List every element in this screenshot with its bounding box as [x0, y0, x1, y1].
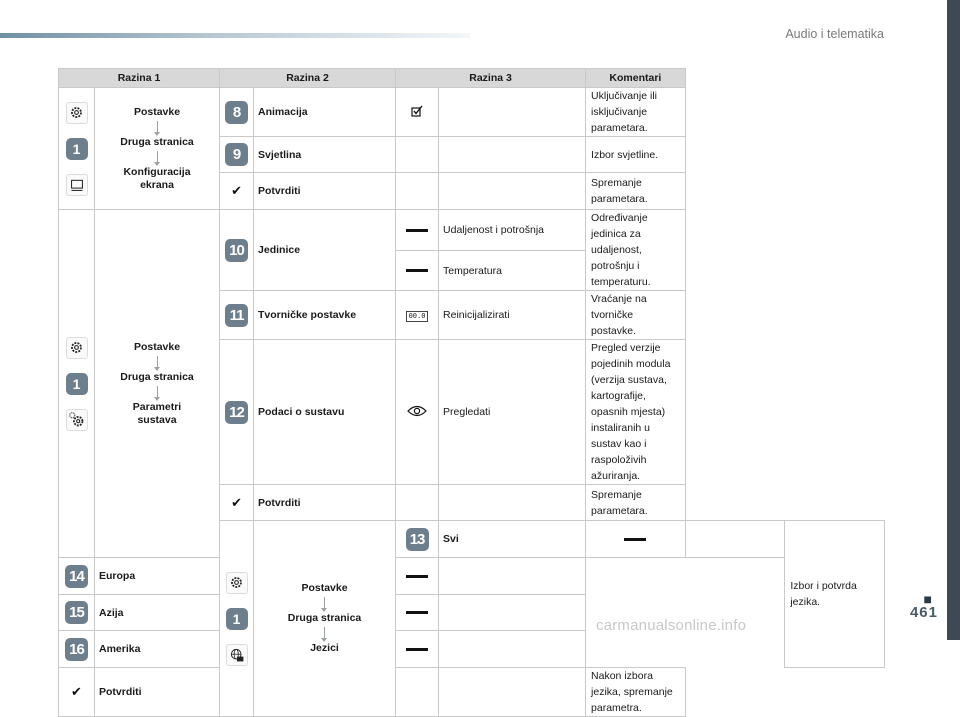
step-badge-1: 1	[66, 373, 88, 395]
option-badge-13: 13	[406, 528, 429, 551]
level1-step: Druga stranica	[287, 612, 362, 624]
level2-svjetlina: Svjetlina	[254, 137, 396, 173]
flow-arrow-icon	[157, 356, 158, 368]
header-level1: Razina 1	[59, 69, 220, 88]
gears-icon	[66, 409, 88, 431]
table-row	[59, 88, 885, 137]
checkmark-icon: ✔	[231, 494, 242, 510]
level2-svi: Svi	[439, 521, 586, 558]
level2-potvrditi: Potvrditi	[95, 668, 220, 717]
level3-temperatura: Temperatura	[439, 251, 586, 291]
group1-icons	[59, 88, 95, 210]
table-row	[59, 631, 885, 668]
option-badge-11: 11	[225, 304, 248, 327]
level1-step: Druga stranica	[120, 135, 194, 148]
level2-potvrditi: Potvrditi	[254, 173, 396, 210]
comment: Pregled verzije pojedinih modula (verzija sustava, kartografije, opasnih mjesta) instaliranih u sustav kao i raspoloživih ažuriranja.	[586, 340, 686, 485]
level2-podaci: Podaci o sustavu	[254, 340, 396, 485]
option-badge-15: 15	[65, 601, 88, 624]
level1-step: Postavke	[133, 340, 181, 353]
comment: Izbor i potvrda jezika.	[785, 521, 885, 668]
header-comments: Komentari	[586, 69, 686, 88]
level1-step: Konfiguracija ekrana	[123, 165, 191, 191]
level3-udaljenost: Udaljenost i potrošnja	[439, 210, 586, 251]
group3-icons	[220, 521, 254, 717]
display-reset-icon: 00.0	[406, 311, 429, 322]
level2-europa: Europa	[95, 558, 220, 595]
table-header-row	[59, 69, 885, 88]
page-dots: ■	[923, 591, 932, 607]
level2-jedinice: Jedinice	[254, 210, 396, 291]
settings-table	[58, 68, 885, 717]
level2-tvornicke: Tvorničke postavke	[254, 291, 396, 340]
level2-azija: Azija	[95, 595, 220, 631]
option-badge-10: 10	[225, 239, 248, 262]
header-level3: Razina 3	[396, 69, 586, 88]
group2-level1	[95, 210, 220, 558]
page-edge-strip	[947, 0, 960, 640]
comment: Spremanje parametara.	[586, 485, 686, 521]
level1-step: Postavke	[133, 105, 181, 118]
level3-empty	[439, 88, 586, 137]
flow-arrow-icon	[324, 597, 325, 609]
group1-level1	[95, 88, 220, 210]
dash-icon	[406, 611, 428, 614]
group2-icons	[59, 210, 95, 558]
table-row	[59, 668, 885, 717]
table-row	[59, 558, 885, 595]
dash-icon	[406, 269, 428, 272]
table-row	[59, 595, 885, 631]
gear-icon	[66, 337, 88, 359]
comment: Izbor svjetline.	[586, 137, 686, 173]
comment: Određivanje jedinica za udaljenost, potrošnju i temperaturu.	[586, 210, 686, 291]
dash-icon	[406, 229, 428, 232]
level1-step: Druga stranica	[120, 370, 194, 383]
table-row	[59, 210, 885, 251]
dash-icon	[624, 538, 646, 541]
section-title: Audio i telematika	[785, 27, 884, 41]
checkmark-icon: ✔	[71, 684, 82, 699]
comment: Spremanje parametara.	[586, 173, 686, 210]
header-accent-bar	[0, 33, 470, 38]
option-badge-16: 16	[65, 638, 88, 661]
dash-icon	[406, 648, 428, 651]
group3-level1	[254, 521, 396, 717]
step-badge-1: 1	[226, 608, 248, 630]
checkmark-icon: ✔	[231, 183, 242, 198]
header-level2: Razina 2	[220, 69, 396, 88]
level1-step: Parametri sustava	[132, 400, 182, 426]
flow-arrow-icon	[324, 627, 325, 639]
option-badge-8: 8	[225, 101, 248, 124]
level2-animacija: Animacija	[254, 88, 396, 137]
flow-arrow-icon	[157, 386, 158, 398]
level2-potvrditi: Potvrditi	[254, 485, 396, 521]
eye-icon	[407, 408, 427, 420]
level2-amerika: Amerika	[95, 631, 220, 668]
level1-step: Postavke	[301, 582, 348, 594]
level3-reinicijalizirati: Reinicijalizirati	[439, 291, 586, 340]
dash-icon	[406, 575, 428, 578]
option-badge-14: 14	[65, 565, 88, 588]
page-number: 461	[909, 604, 938, 621]
flow-arrow-icon	[157, 121, 158, 133]
step-badge-1: 1	[66, 138, 88, 160]
comment: Nakon izbora jezika, spremanje parametra.	[586, 668, 686, 717]
gear-icon	[66, 102, 88, 124]
option-badge-12: 12	[225, 401, 248, 424]
level1-step: Jezici	[310, 642, 339, 654]
level3-pregledati: Pregledati	[439, 340, 586, 485]
comment: Uključivanje ili isključivanje parametara.	[586, 88, 686, 137]
option-badge-9: 9	[225, 143, 248, 166]
checkbox-icon	[411, 108, 423, 120]
comment: Vraćanje na tvorničke postavke.	[586, 291, 686, 340]
globe-icon	[226, 644, 248, 666]
monitor-icon	[66, 174, 88, 196]
flow-arrow-icon	[157, 151, 158, 163]
watermark: carmanualsonline.info	[596, 617, 747, 634]
gear-icon	[226, 572, 248, 594]
